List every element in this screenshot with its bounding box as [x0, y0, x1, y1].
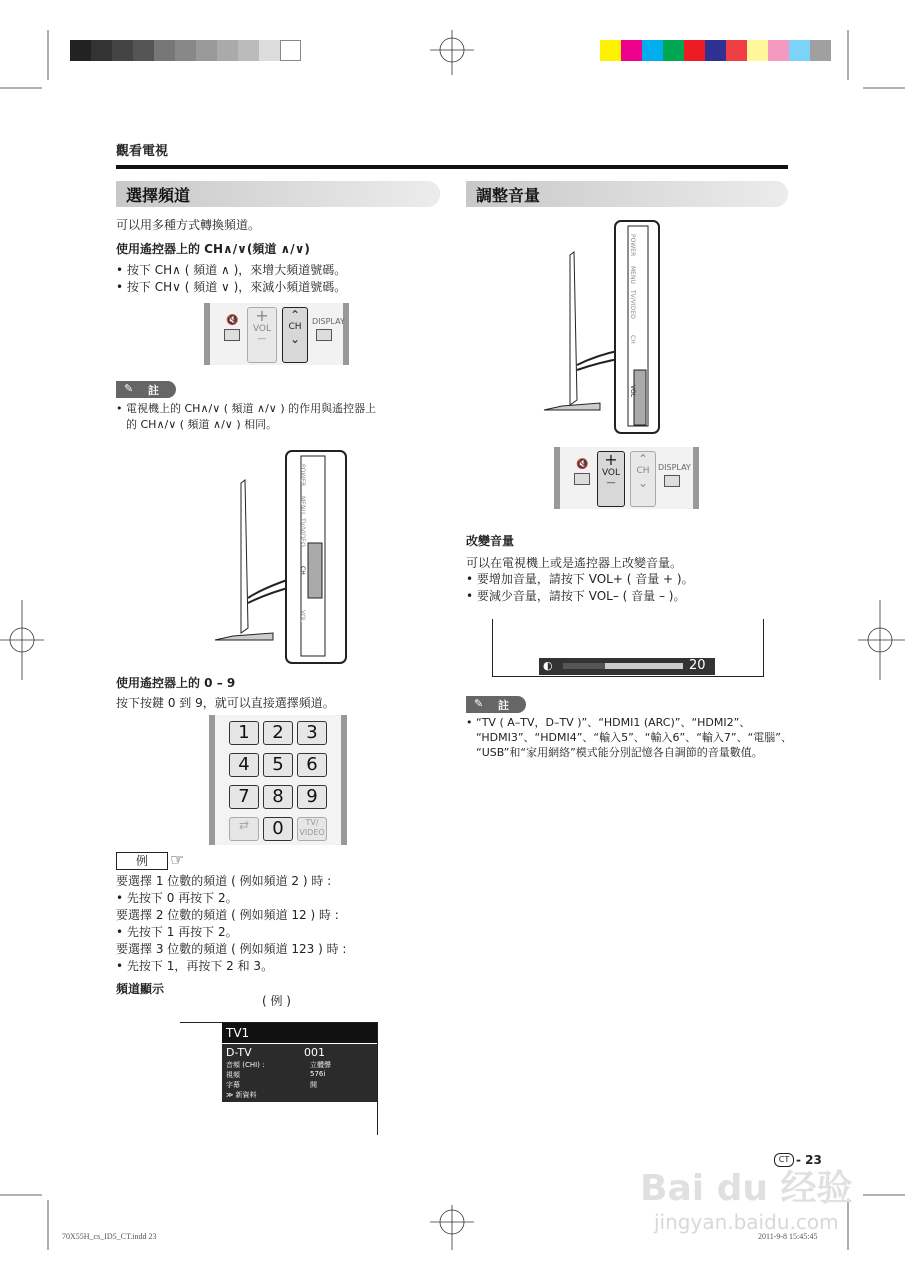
section-title: 觀看電視	[116, 144, 169, 159]
bullet: • 按下 CH∨ ( 頻道 ∨ )，來減小頻道號碼。	[116, 280, 347, 294]
mute-icon: 🔇	[226, 315, 239, 326]
remote-vol-illustration: 🔇 + VOL — ⌃ CH ⌄ DISPLAY	[554, 447, 699, 509]
tv-video-key: TV/ VIDEO	[297, 817, 327, 841]
tv-side-illustration-2: POWER MENU TV/VIDEO CH VOL	[542, 220, 662, 435]
flashback-key: ⇄	[229, 817, 259, 841]
osd-frame: TV1 D-TV 001 音頻 (CHI) : 立體聲 視頻 576i 字幕 開 ≫ 新資料	[180, 1022, 378, 1135]
key-4: 4	[229, 753, 259, 777]
subheading-digits: 使用遙控器上的 0 – 9	[116, 676, 236, 690]
ch-key: CH	[288, 322, 302, 332]
key-3: 3	[297, 721, 327, 745]
key-7: 7	[229, 785, 259, 809]
volume-value: 20	[689, 658, 706, 673]
watermark: Bai du 经验	[640, 1168, 853, 1209]
key-5: 5	[263, 753, 293, 777]
subheading-volume: 改變音量	[466, 534, 515, 548]
header-rule	[116, 165, 788, 169]
key-1: 1	[229, 721, 259, 745]
key-6: 6	[297, 753, 327, 777]
volume-osd-frame	[492, 619, 764, 677]
key-0: 0	[263, 817, 293, 841]
example-badge: 例	[116, 852, 168, 870]
volume-heading: 調整音量	[466, 181, 788, 207]
note-badge: ✎ 註	[116, 381, 176, 398]
locale-badge: CT	[774, 1153, 794, 1167]
channel-heading: 選擇頻道	[116, 181, 440, 207]
key-8: 8	[263, 785, 293, 809]
keypad-illustration	[209, 715, 347, 845]
intro-text: 可以用多種方式轉換頻道。	[116, 218, 261, 232]
channel-display-title: 頻道顯示	[116, 982, 165, 996]
bullet: • 按下 CH∧ ( 頻道 ∧ )，來增大頻道號碼。	[116, 263, 347, 277]
key-9: 9	[297, 785, 327, 809]
key-2: 2	[263, 721, 293, 745]
pointing-hand-icon: ☞	[170, 850, 185, 869]
mute-icon: 🔇	[576, 459, 589, 470]
remote-ch-illustration: 🔇 + VOL — ⌃ CH ⌄ DISPLAY	[204, 303, 349, 365]
speaker-icon: ◐	[543, 659, 553, 672]
note-badge: ✎ 註	[466, 696, 526, 713]
subheading-ch: 使用遙控器上的 CH∧/∨(頻道 ∧/∨)	[116, 242, 310, 256]
tv-side-illustration: POWER MENU TV/VIDEO CH VOL	[213, 448, 353, 664]
page-number: - 23	[796, 1153, 822, 1167]
vol-key: VOL	[601, 468, 621, 478]
osd-title: TV1	[222, 1023, 377, 1043]
